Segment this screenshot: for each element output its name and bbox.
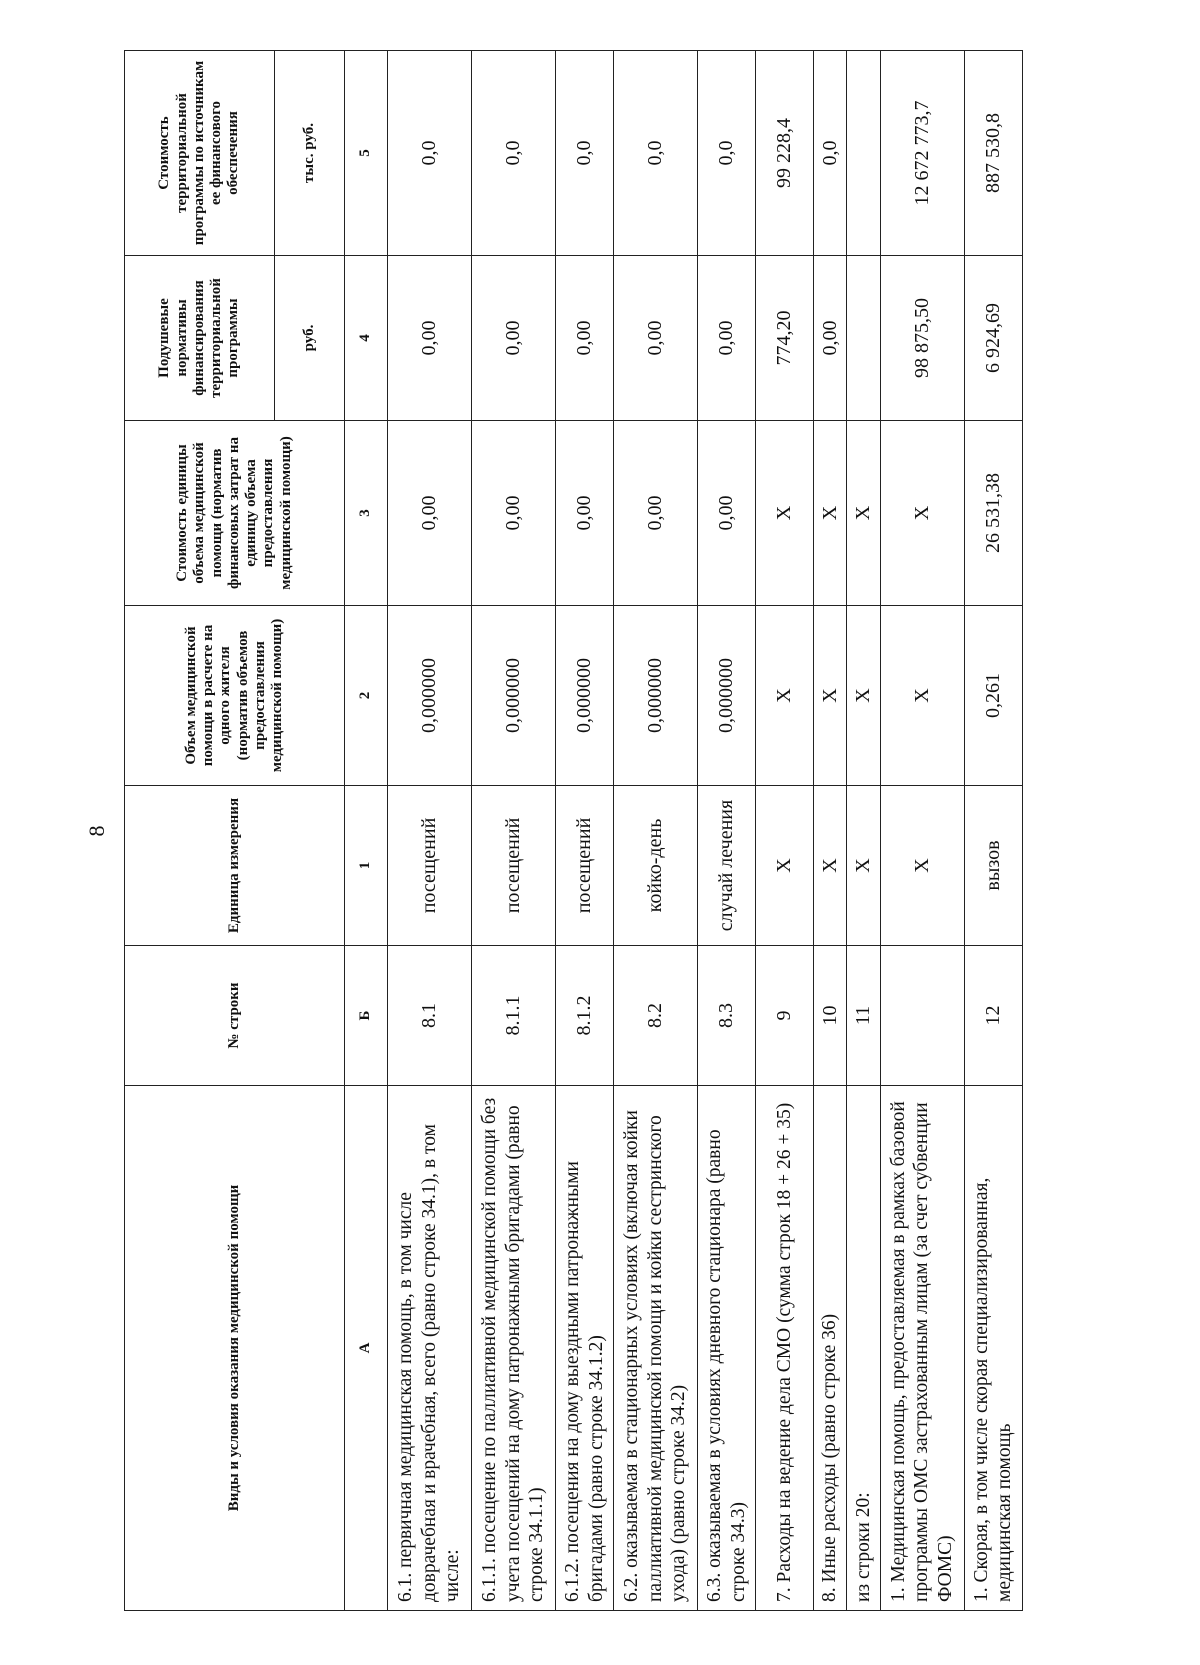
row-unit-cost: 0,00 <box>388 421 472 606</box>
row-name: 6.2. оказываемая в стационарных условиях (включая койки паллиативной медицинской помощи и койки сестринского ухода) (равно строке 34.2) <box>614 1086 698 1611</box>
row-unit-cost: 0,00 <box>614 421 698 606</box>
row-total: 0,0 <box>698 51 756 256</box>
row-unit-cost: X <box>880 421 964 606</box>
row-volume: 0,261 <box>964 606 1022 786</box>
row-line: 8.3 <box>698 946 756 1086</box>
row-volume: X <box>880 606 964 786</box>
row-name: 1. Медицинская помощь, предоставляемая в рамках базовой программы ОМС застрахованным лицам (за счет субвенции ФОМС) <box>880 1086 964 1611</box>
row-name: 8. Иные расходы (равно строке 36) <box>814 1086 847 1611</box>
rotated-table-container <box>124 51 1014 1611</box>
header-col-4: Подушевые нормативы финансирования территориальной программы <box>125 256 275 421</box>
row-line: 8.1 <box>388 946 472 1086</box>
row-volume: 0,000000 <box>556 606 614 786</box>
header-col-2: Объем медицинской помощи в расчете на одного жителя (норматив объемов предоставления медицинской помощи) <box>125 606 345 786</box>
row-unit: посещений <box>388 786 472 946</box>
row-line: 11 <box>847 946 880 1086</box>
header-col-b: № строки <box>125 946 345 1086</box>
row-volume: 0,000000 <box>698 606 756 786</box>
row-name: 6.1.1. посещение по паллиативной медицинской помощи без учета посещений на дому патронажными бригадами (равно строке 34.1.1) <box>472 1086 556 1611</box>
col-number: А <box>345 1086 388 1611</box>
col-number: 2 <box>345 606 388 786</box>
row-volume: X <box>814 606 847 786</box>
header-col-3: Стоимость единицы объема медицинской помощи (норматив финансовых затрат на единицу объема предоставления медицинской помощи) <box>125 421 345 606</box>
table-row <box>472 51 556 1611</box>
row-per-capita: 0,00 <box>388 256 472 421</box>
row-unit-cost: X <box>814 421 847 606</box>
row-line: 12 <box>964 946 1022 1086</box>
table-row <box>814 51 847 1611</box>
medical-care-table <box>124 50 1023 1611</box>
row-unit: X <box>814 786 847 946</box>
row-unit: посещений <box>556 786 614 946</box>
row-volume: X <box>756 606 814 786</box>
table-row <box>556 51 614 1611</box>
row-volume: 0,000000 <box>388 606 472 786</box>
row-per-capita: 0,00 <box>556 256 614 421</box>
row-per-capita: 0,00 <box>614 256 698 421</box>
row-name: из строки 20: <box>847 1086 880 1611</box>
row-volume: 0,000000 <box>472 606 556 786</box>
row-unit: X <box>847 786 880 946</box>
row-total: 12 672 773,7 <box>880 51 964 256</box>
row-unit: случай лечения <box>698 786 756 946</box>
table-row <box>847 51 880 1611</box>
header-col-a: Виды и условия оказания медицинской помощи <box>125 1086 345 1611</box>
row-volume: 0,000000 <box>614 606 698 786</box>
row-unit: X <box>880 786 964 946</box>
row-name: 6.3. оказываемая в условиях дневного стационара (равно строке 34.3) <box>698 1086 756 1611</box>
row-total: 0,0 <box>814 51 847 256</box>
header-col-5: Стоимость территориальной программы по источникам ее финансового обеспечения <box>125 51 275 256</box>
row-unit-cost: 26 531,38 <box>964 421 1022 606</box>
row-total: 0,0 <box>556 51 614 256</box>
col-number: Б <box>345 946 388 1086</box>
row-total <box>847 51 880 256</box>
row-per-capita: 98 875,50 <box>880 256 964 421</box>
row-line: 8.1.1 <box>472 946 556 1086</box>
table-row <box>964 51 1022 1611</box>
row-unit: посещений <box>472 786 556 946</box>
row-volume: X <box>847 606 880 786</box>
row-unit: вызов <box>964 786 1022 946</box>
row-name: 6.1. первичная медицинская помощь, в том числе доврачебная и врачебная, всего (равно строке 34.1), в том числе: <box>388 1086 472 1611</box>
row-per-capita: 6 924,69 <box>964 256 1022 421</box>
row-unit-cost: X <box>847 421 880 606</box>
row-unit-cost: 0,00 <box>556 421 614 606</box>
row-name: 7. Расходы на ведение дела СМО (сумма строк 18 + 26 + 35) <box>756 1086 814 1611</box>
row-line <box>880 946 964 1086</box>
table-row <box>614 51 698 1611</box>
row-line: 10 <box>814 946 847 1086</box>
row-line: 9 <box>756 946 814 1086</box>
row-unit: койко-день <box>614 786 698 946</box>
col-number: 3 <box>345 421 388 606</box>
row-total: 99 228,4 <box>756 51 814 256</box>
col-number: 4 <box>345 256 388 421</box>
col-number: 1 <box>345 786 388 946</box>
col-number: 5 <box>345 51 388 256</box>
row-per-capita: 0,00 <box>698 256 756 421</box>
row-line: 8.2 <box>614 946 698 1086</box>
table-row <box>388 51 472 1611</box>
row-per-capita: 774,20 <box>756 256 814 421</box>
row-total: 0,0 <box>614 51 698 256</box>
row-name: 6.1.2. посещения на дому выездными патронажными бригадами (равно строке 34.1.2) <box>556 1086 614 1611</box>
row-unit-cost: X <box>756 421 814 606</box>
row-unit-cost: 0,00 <box>698 421 756 606</box>
header-unit-4: руб. <box>275 256 345 421</box>
header-unit-5: тыс. руб. <box>275 51 345 256</box>
row-total: 0,0 <box>472 51 556 256</box>
row-per-capita <box>847 256 880 421</box>
row-per-capita: 0,00 <box>472 256 556 421</box>
row-line: 8.1.2 <box>556 946 614 1086</box>
row-per-capita: 0,00 <box>814 256 847 421</box>
row-name: 1. Скорая, в том числе скорая специализированная, медицинская помощь <box>964 1086 1022 1611</box>
row-unit-cost: 0,00 <box>472 421 556 606</box>
table-row <box>756 51 814 1611</box>
page-number: 8 <box>84 825 109 837</box>
row-total: 887 530,8 <box>964 51 1022 256</box>
row-total: 0,0 <box>388 51 472 256</box>
table-row <box>880 51 964 1611</box>
header-col-1: Единица измерения <box>125 786 345 946</box>
row-unit: X <box>756 786 814 946</box>
table-row <box>698 51 756 1611</box>
